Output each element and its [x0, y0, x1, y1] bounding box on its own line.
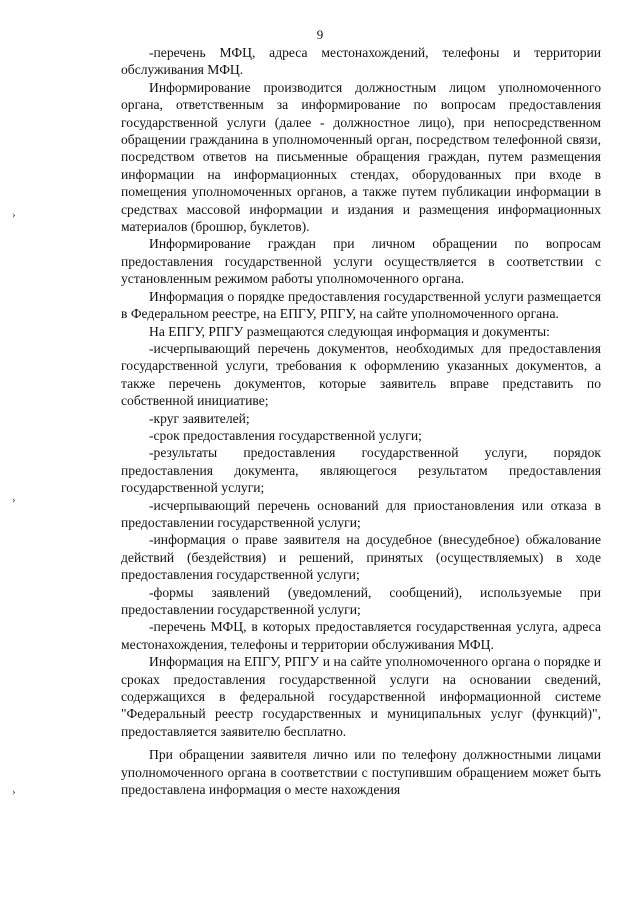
margin-mark: ›	[12, 209, 16, 221]
list-item-grounds: -исчерпывающий перечень оснований для приостановления или отказа в предоставлении государственной услуги;	[121, 497, 601, 530]
paragraph-epgu-list-heading: На ЕПГУ, РПГУ размещаются следующая информация и документы:	[149, 323, 550, 339]
margin-mark: ›	[12, 494, 16, 506]
document-body	[121, 44, 601, 798]
paragraph-personal-phone-appeal: При обращении заявителя лично или по телефону должностными лицами уполномоченного органа в соответствии с поступившим обращением может быть предоставлена информация о месте нахождения	[121, 747, 601, 798]
paragraph-mfc-list-intro: -перечень МФЦ, адреса местонахождений, телефоны и территории обслуживания МФЦ.	[121, 45, 601, 78]
list-item-results: -результаты предоставления государственной услуги, порядок предоставления документа, являющегося результатом предоставления государственной услуги;	[121, 445, 601, 496]
list-item-applicants: -круг заявителей;	[149, 410, 250, 426]
list-item-forms: -формы заявлений (уведомлений, сообщений), используемые при предоставлении государственной услуги;	[121, 584, 601, 617]
paragraph-informing-official: Информирование производится должностным лицом уполномоченного органа, ответственным за информирование по вопросам предоставления государственной услуги (далее - должностное лицо), при непосредственном обращении гражданина в уполномоченный орган, посредством телефонной связи, посредством ответов на письменные обращения граждан, путем размещения информации на информационных стендах, оборудованных при входе в помещения уполномоченных органов, а также путем публикации информации в средствах массовой информации и издания и размещения информационных материалов (брошюр, буклетов).	[121, 79, 601, 235]
page-number: 9	[316, 27, 324, 42]
list-item-term: -срок предоставления государственной услуги;	[149, 427, 422, 443]
list-item-documents: -исчерпывающий перечень документов, необходимых для предоставления государственной услуги, требования к оформлению указанных документов, а также перечень документов, которые заявитель вправе представить по собственной инициативе;	[121, 340, 601, 409]
list-item-appeal-rights: -информация о праве заявителя на досудебное (внесудебное) обжалование действий (бездействия) и решений, принятых (осуществляемых) в ходе предоставления государственной услуги;	[121, 532, 601, 583]
paragraph-personal-appeal: Информирование граждан при личном обращении по вопросам предоставления государственной услуги осуществляется в соответствии с установленным режимом работы уполномоченного органа.	[121, 236, 601, 287]
paragraph-free-info: Информация на ЕПГУ, РПГУ и на сайте уполномоченного органа о порядке и сроках предоставления государственной услуги на основании сведений, содержащихся в федеральной государственной информационной системе "Федеральный реестр государственных и муниципальных услуг (функций)", предоставляется заявителю бесплатно.	[121, 654, 601, 739]
margin-mark: ›	[12, 786, 16, 798]
list-item-mfc: -перечень МФЦ, в которых предоставляется государственная услуга, адреса местонахождения, телефоны и территории обслуживания МФЦ.	[121, 619, 601, 652]
paragraph-info-placement: Информация о порядке предоставления государственной услуги размещается в Федеральном реестре, на ЕПГУ, РПГУ, на сайте уполномоченного органа.	[121, 288, 601, 322]
